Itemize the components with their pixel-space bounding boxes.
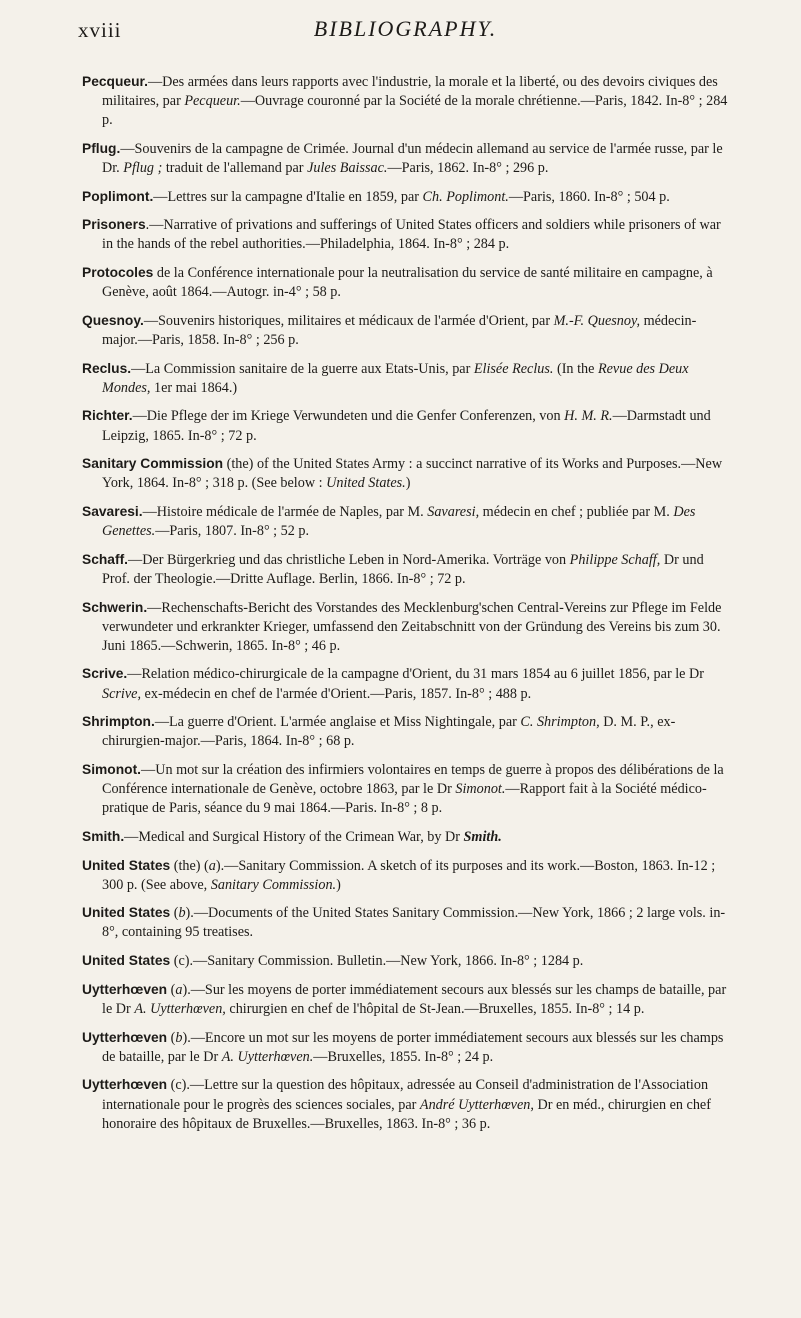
entry-emphasis: M.-F. Quesnoy, <box>553 312 641 329</box>
entry-text: —Souvenirs historiques, militaires et médicaux de l'armée d'Orient, par <box>143 312 554 329</box>
bibliography-entry <box>82 139 729 178</box>
entry-emphasis: Sanitary Commission. <box>210 876 337 893</box>
entry-heading: Scrive. <box>82 666 128 682</box>
entry-heading: Protocoles <box>82 265 154 281</box>
entry-text: médecin en chef ; publiée par M. <box>479 504 674 521</box>
entry-text: ) <box>405 475 411 492</box>
bibliography-entry <box>82 215 729 254</box>
entry-text: ( <box>167 981 176 998</box>
bibliography-entry <box>82 598 729 656</box>
entry-heading: Richter. <box>82 408 133 424</box>
entry-text: —Paris, 1860. In-8° ; 504 p. <box>508 188 670 205</box>
bibliography-entry <box>82 263 729 302</box>
page-number: xviii <box>78 18 122 42</box>
entry-emphasis: C. Shrimpton, <box>520 714 600 731</box>
entry-text: ( <box>170 905 179 922</box>
entry-text: (In the <box>553 360 598 377</box>
entry-heading: Prisoners <box>82 217 146 233</box>
bibliography-entry <box>82 311 729 350</box>
entry-emphasis: b <box>175 1029 183 1046</box>
entry-text: —Des armées dans leurs rapports avec l'industrie, la morale et la liberté, ou des devoirs civiques des militaires, par <box>102 74 718 110</box>
entry-text: —La guerre d'Orient. L'armée anglaise et Miss Nightingale, par <box>154 714 521 731</box>
entry-text: (c).—Sanitary Commission. Bulletin.—New York, 1866. In-8° ; 1284 p. <box>170 953 584 970</box>
bibliography-entry <box>82 187 729 207</box>
entry-text: Dr en méd., chirurgien en chef honoraire des hôpitaux de Bruxelles.—Bruxelles, 1863. In-8° ; 36 p. <box>102 1096 711 1132</box>
entry-text: —Ouvrage couronné par la Société de la morale chrétienne.—Paris, 1842. In-8° ; 284 p. <box>102 93 728 129</box>
entry-text: —Darmstadt und Leipzig, 1865. In-8° ; 72 p. <box>102 408 711 444</box>
bibliography-entry <box>82 1028 729 1067</box>
entry-heading: Quesnoy. <box>82 312 144 328</box>
entry-emphasis: Ch. Poplimont. <box>422 188 509 205</box>
entry-text: ) <box>336 876 341 893</box>
bibliography-entry <box>82 406 729 445</box>
entry-text: Dr und Prof. der Theologie.—Dritte Auflage. Berlin, 1866. In-8° ; 72 p. <box>102 551 704 587</box>
entry-heading: Pecqueur. <box>82 74 148 89</box>
entry-text: médecin-major.—Paris, 1858. In-8° ; 256 p. <box>102 312 697 348</box>
entry-text: —La Commission sanitaire de la guerre aux Etats-Unis, par <box>131 360 474 377</box>
entry-emphasis: Elisée Reclus. <box>473 360 554 377</box>
entry-emphasis: b <box>178 905 186 922</box>
entry-text: .—Narrative of privations and sufferings of United States officers and soldiers while prisoners of war in the hands of the rebel authorities.—Philadelphia, 1864. In-8° ; 284 p. <box>102 217 721 253</box>
entry-emphasis: A. Uytterhœven. <box>221 1048 314 1065</box>
entry-emphasis: United States. <box>326 475 406 492</box>
entry-text: ( <box>167 1029 176 1046</box>
entry-heading: Schaff. <box>82 551 128 567</box>
entry-text: —Die Pflege der im Kriege Verwundeten und die Genfer Conferenzen, von <box>132 408 565 425</box>
entry-heading: United States <box>82 857 171 873</box>
entry-emphasis: H. M. R. <box>564 408 613 425</box>
entry-heading: United States <box>82 953 171 969</box>
entry-emphasis: Pecqueur. <box>184 93 241 110</box>
entry-heading: Uytterhœven <box>82 981 168 997</box>
entry-text: (the) ( <box>170 857 209 874</box>
bibliography-entry <box>82 1075 729 1133</box>
entry-emphasis: Revue des Deux Mondes, <box>102 360 689 396</box>
entry-emphasis: Simonot. <box>455 781 506 798</box>
entry-heading: Savaresi. <box>82 504 143 520</box>
entry-text: (c).—Lettre sur la question des hôpitaux, adressée au Conseil d'administration de l'Association internationale pour le progrès des sciences sociales, par <box>102 1077 709 1113</box>
entry-emphasis: Scrive, <box>102 685 141 702</box>
entry-text: —Paris, 1862. In-8° ; 296 p. <box>387 159 549 176</box>
bibliography-entry <box>82 502 729 541</box>
entry-emphasis: Savaresi, <box>427 504 480 521</box>
bibliography-entry <box>82 664 729 703</box>
entry-heading: Reclus. <box>82 360 132 376</box>
running-head: BIBLIOGRAPHY. <box>313 16 498 41</box>
entry-text: ).—Documents of the United States Sanitary Commission.—New York, 1866 ; 2 large vols. in-8°, containing 95 treatises. <box>102 905 726 941</box>
bibliography-entry <box>82 454 729 493</box>
entry-text: traduit de l'allemand par <box>162 159 308 176</box>
entry-text: ).—Sanitary Commission. A sketch of its purposes and its work.—Boston, 1863. In-12 ; 300 p. (See above, <box>102 857 716 893</box>
entry-text: —Souvenirs de la campagne de Crimée. Journal d'un médecin allemand au service de l'armée russe, par le Dr. <box>102 140 723 176</box>
entry-heading: Poplimont. <box>82 188 154 204</box>
entry-emphasis: Des Genettes. <box>102 504 696 540</box>
entry-text: —Histoire médicale de l'armée de Naples, par M. <box>142 504 428 521</box>
bibliography-entry <box>82 712 729 751</box>
bibliography-entry <box>82 359 729 398</box>
bibliography-entry <box>82 72 729 130</box>
entry-text: ex-médecin en chef de l'armée d'Orient.—Paris, 1857. In-8° ; 488 p. <box>141 685 532 702</box>
bibliography-entry <box>82 951 729 971</box>
entry-heading: Shrimpton. <box>82 714 155 730</box>
entry-text: —Rapport fait à la Société médico-pratique de Paris, séance du 9 mai 1864.—Paris. In-8° ; 8 p. <box>102 781 707 817</box>
entry-text: ).—Sur les moyens de porter immédiatement secours aux blessés sur les champs de bataille, par le Dr <box>102 981 727 1017</box>
entry-heading: Pflug. <box>82 140 121 156</box>
entry-emphasis: a <box>208 857 216 874</box>
entry-heading: Simonot. <box>82 762 142 778</box>
entry-emphasis: Pflug ; <box>123 159 163 176</box>
bibliography-entry <box>82 827 729 847</box>
entry-text: —Rechenschafts-Bericht des Vorstandes des Mecklenburg'schen Central-Vereins zur Pflege im Felde verwundeter und erkrankter Krieger, umfassend den Zeitabschnitt von der Gründung des Vereins bis zum 30. Juni 1865.—Schwerin, 1865. In-8° ; 46 p. <box>102 599 722 654</box>
bibliography-list <box>82 72 729 1134</box>
entry-heading: Uytterhœven <box>82 1029 168 1045</box>
entry-heading: Smith. <box>82 828 125 844</box>
bibliography-entry <box>82 980 729 1019</box>
entry-text: —Lettres sur la campagne d'Italie en 1859, par <box>153 188 423 205</box>
entry-emphasis: Jules Baissac. <box>307 159 388 176</box>
entry-emphasis: André Uytterhœven, <box>419 1096 534 1113</box>
entry-emphasis: Philippe Schaff, <box>569 551 661 568</box>
bibliography-entry <box>82 903 729 942</box>
entry-text: D. M. P., ex-chirurgien-major.—Paris, 1864. In-8° ; 68 p. <box>102 714 676 750</box>
entry-text: chirurgien en chef de l'hôpital de St-Jean.—Bruxelles, 1855. In-8° ; 14 p. <box>225 1000 645 1017</box>
entry-heading: Uytterhœven <box>82 1077 168 1093</box>
entry-text: 1er mai 1864.) <box>150 379 238 396</box>
entry-emphasis: a <box>175 981 183 998</box>
entry-emphasis: A. Uytterhœven, <box>134 1000 226 1017</box>
entry-text: —Paris, 1807. In-8° ; 52 p. <box>155 523 310 540</box>
entry-text: —Der Bürgerkrieg und das christliche Leben in Nord-Amerika. Vorträge von <box>128 551 570 568</box>
bibliography-entry <box>82 760 729 818</box>
entry-text: —Bruxelles, 1855. In-8° ; 24 p. <box>313 1048 494 1065</box>
entry-heading: United States <box>82 905 171 921</box>
entry-text: de la Conférence internationale pour la neutralisation du service de santé militaire en campagne, à Genève, août 1864.—Autogr. in-4° ; 58 p. <box>102 265 713 301</box>
entry-emphasis: Smith. <box>463 828 502 845</box>
entry-text: —Un mot sur la création des infirmiers volontaires en temps de guerre à propos des délibérations de la Conférence internationale de Genève, octobre 1863, par le Dr <box>102 762 724 798</box>
entry-text: ).—Encore un mot sur les moyens de porter immédiatement secours aux blessés sur les champs de bataille, par le Dr <box>102 1029 724 1065</box>
entry-heading: Schwerin. <box>82 599 148 615</box>
bibliography-entry <box>82 856 729 895</box>
entry-text: —Relation médico-chirurgicale de la campagne d'Orient, du 31 mars 1854 au 6 juillet 1856, par le Dr <box>127 666 704 683</box>
bibliography-entry <box>82 550 729 589</box>
entry-heading: Sanitary Commission <box>82 456 224 472</box>
entry-text: —Medical and Surgical History of the Crimean War, by Dr <box>124 828 464 845</box>
entry-text: (the) of the United States Army : a succinct narrative of its Works and Purposes.—New York, 1864. In-8° ; 318 p. (See below : <box>102 456 723 492</box>
